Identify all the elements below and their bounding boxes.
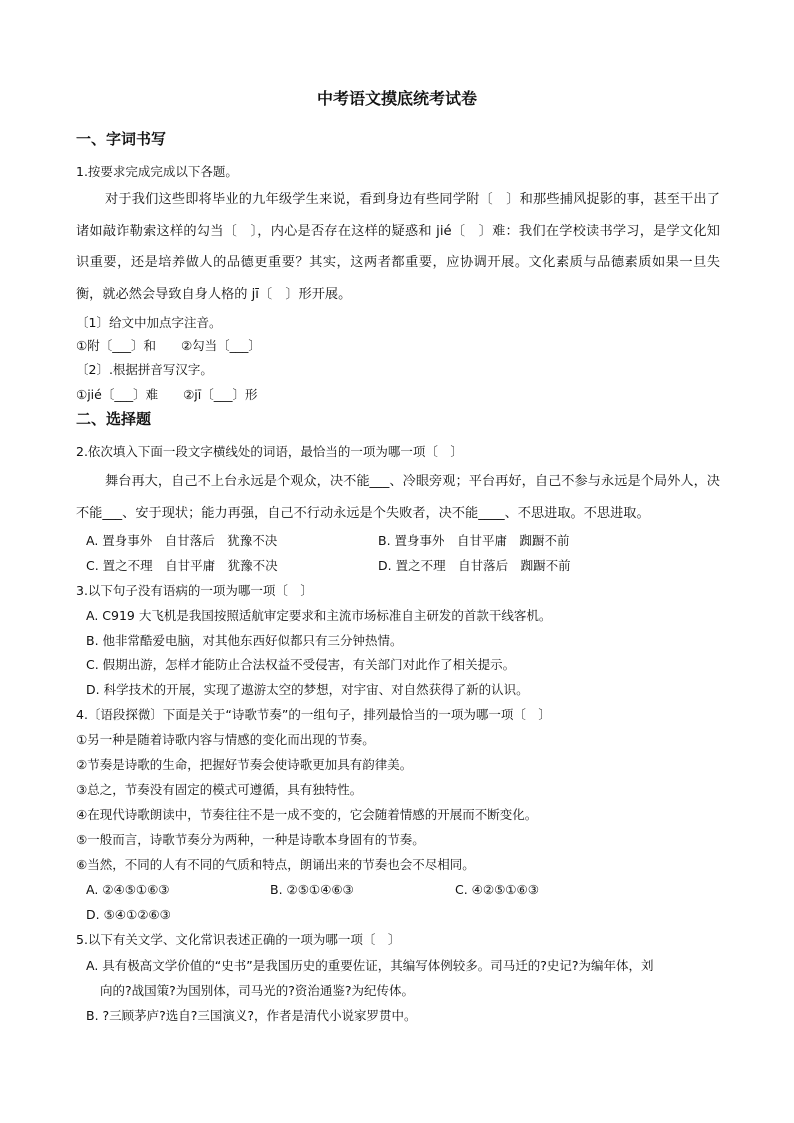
question-4-option-c: C. ④②⑤①⑥③ (455, 882, 539, 897)
question-2-stem: 2.依次填入下面一段文字横线处的词语，最恰当的一项为哪一项〔 〕 (76, 444, 463, 459)
question-4-sentence-3: ③总之，节奏没有固定的模式可遵循，具有独特性。 (76, 782, 363, 797)
question-4-stem: 4.〔语段探微〕下面是关于“诗歌节奏”的一组句子，排列最恰当的一项为哪一项〔 〕 (76, 707, 551, 722)
question-4-option-b: B. ②⑤①④⑥③ (270, 882, 354, 897)
question-4-sentence-6: ⑥当然，不同的人有不同的气质和特点，朗诵出来的节奏也会不尽相同。 (76, 857, 475, 872)
question-4-sentence-2: ②节奏是诗歌的生命，把握好节奏会使诗歌更加具有韵律美。 (76, 757, 413, 772)
question-3-option-c: C. 假期出游，怎样才能防止合法权益不受侵害，有关部门对此作了相关提示。 (86, 657, 516, 672)
question-5-stem: 5.以下有关文学、文化常识表述正确的一项为哪一项〔 〕 (76, 932, 401, 947)
question-5-option-a-line1: A. 具有极高文学价值的“史书”是我国历史的重要佐证，其编写体例较多。司马迁的?史记?为编年体，刘 (86, 958, 654, 973)
question-1-passage: 对于我们这些即将毕业的九年级学生来说，看到身边有些同学附〔 〕和那些捕风捉影的事，甚至干出了诸如敲诈勒索这样的勾当〔 〕，内心是否存在这样的疑惑和 jié〔 〕难：我们在学校读书学习，是学文化知识重要，还是培养做人的品德更重要？其实，这两者都重要，应协调开展。文化素质与品德素质如果一旦失衡，就必然会导致自身人格的 jī〔 〕形开展。 (76, 192, 720, 302)
section-heading-2: 二、选择题 (76, 410, 152, 428)
question-5-option-b: B. ?三顾茅庐?选自?三国演义?，作者是清代小说家罗贯中。 (86, 1008, 417, 1023)
question-3-stem: 3.以下句子没有语病的一项为哪一项〔 〕 (76, 583, 313, 598)
question-1-sub1-items: ①附〔___〕和 ②勾当〔___〕 (76, 338, 261, 353)
question-1-sub1: 〔1〕给文中加点字注音。 (76, 315, 222, 330)
question-4-option-a: A. ②④⑤①⑥③ (86, 882, 170, 897)
question-2-passage: 舞台再大，自己不上台永远是个观众，决不能___、冷眼旁观；平台再好，自己不参与永远是个局外人，决不能___、安于现状；能力再强，自己不行动永远是个失败者，决不能____、不思进取。不思进取。 (76, 474, 720, 521)
section-heading-1: 一、字词书写 (76, 130, 167, 148)
question-4-sentence-4: ④在现代诗歌朗读中，节奏往往不是一成不变的，它会随着情感的开展而不断变化。 (76, 807, 538, 822)
question-1-stem: 1.按要求完成完成以下各题。 (76, 164, 238, 179)
question-1-sub2-items: ①jié〔___〕难 ②jī〔___〕形 (76, 387, 258, 402)
question-4-option-d: D. ⑤④①②⑥③ (86, 907, 171, 922)
page-title: 中考语文摸底统考试卷 (316, 89, 477, 108)
question-4-sentence-5: ⑤一般而言，诗歌节奏分为两种，一种是诗歌本身固有的节奏。 (76, 832, 425, 847)
question-2-option-a: A. 置身事外 自甘落后 犹豫不决 (86, 533, 278, 548)
question-3-option-a: A. C919 大飞机是我国按照适航审定要求和主流市场标准自主研发的首款干线客机。 (86, 608, 552, 623)
question-1-sub2: 〔2〕.根据拼音写汉字。 (76, 362, 213, 377)
question-2-option-d: D. 置之不理 自甘落后 踟蹰不前 (378, 558, 571, 573)
question-4-sentence-1: ①另一种是随着诗歌内容与情感的变化而出现的节奏。 (76, 732, 375, 747)
question-5-option-a-line2: 向的?战国策?为国别体，司马光的?资治通鉴?为纪传体。 (100, 983, 415, 998)
question-2-option-c: C. 置之不理 自甘平庸 犹豫不决 (86, 558, 278, 573)
question-2-option-b: B. 置身事外 自甘平庸 踟蹰不前 (378, 533, 570, 548)
question-3-option-d: D. 科学技术的开展，实现了遨游太空的梦想，对宇宙、对自然获得了新的认识。 (86, 682, 529, 697)
question-3-option-b: B. 他非常酷爱电脑，对其他东西好似都只有三分钟热情。 (86, 633, 403, 648)
